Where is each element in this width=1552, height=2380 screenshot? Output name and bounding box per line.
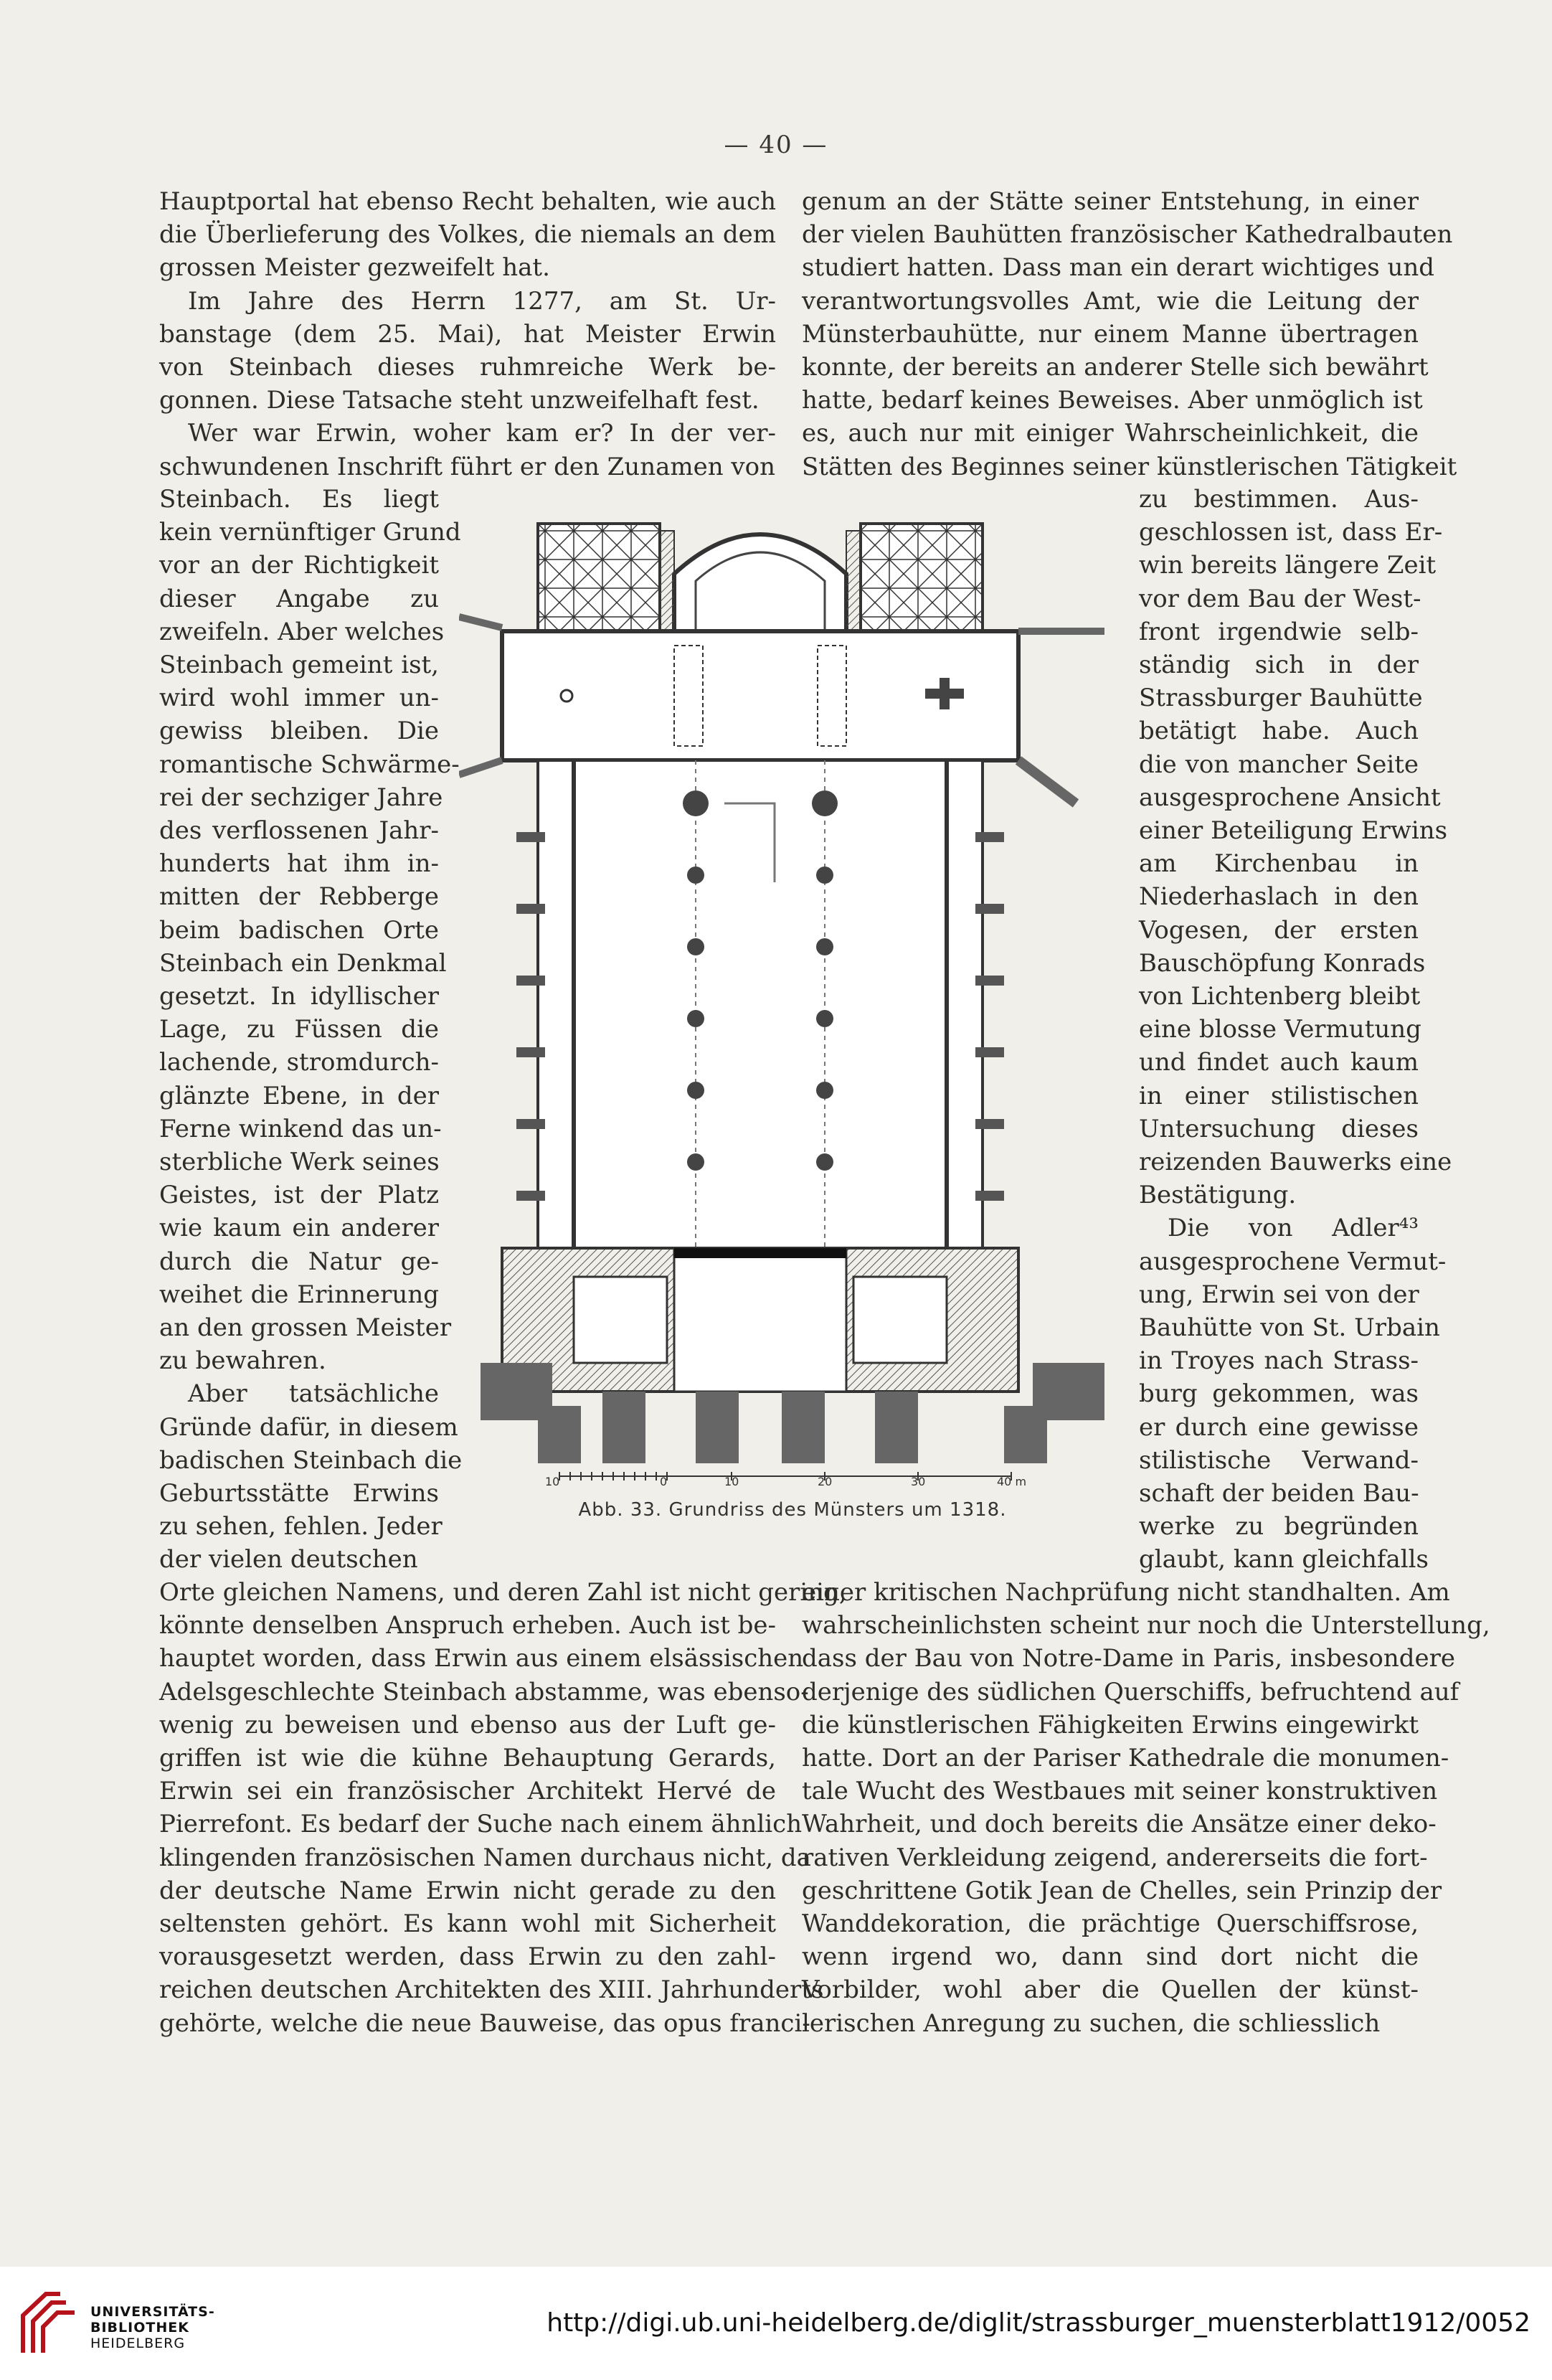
text-line: konnte, der bereits an anderer Stelle sich bewährt: [802, 353, 1429, 382]
text-line: win bereits längere Zeit: [1139, 551, 1437, 580]
text-line: Vogesen, der ersten: [1139, 915, 1419, 945]
text-line: der vielen deutschen: [159, 1545, 418, 1574]
text-line: ausgesprochene Vermut-: [1139, 1247, 1447, 1276]
scale-label: 10: [724, 1475, 739, 1488]
text-line: Geistes, ist der Platz: [159, 1181, 439, 1210]
text-line: einer Beteiligung Erwins: [1139, 816, 1448, 845]
text-line: schwundenen Inschrift führt er den Zunamen von: [159, 452, 775, 481]
text-line: gewiss bleiben. Die: [159, 717, 439, 746]
text-line: werke zu begründen: [1139, 1512, 1419, 1541]
text-line: rativen Verkleidung zeigend, andererseits die fort-: [802, 1843, 1428, 1872]
text-line: vor an der Richtigkeit: [159, 551, 439, 580]
text-line: glänzte Ebene, in der: [159, 1081, 439, 1110]
text-line: an den grossen Meister: [159, 1313, 452, 1342]
text-line: tale Wucht des Westbaues mit seiner konstruktiven: [802, 1777, 1438, 1806]
text-line: durch die Natur ge-: [159, 1247, 439, 1276]
text-line: front irgendwie selb-: [1139, 617, 1419, 646]
text-line: Bauschöpfung Konrads: [1139, 948, 1426, 978]
text-line: Steinbach. Es liegt: [159, 485, 439, 514]
text-line: zu bewahren.: [159, 1346, 326, 1376]
text-line: Bestätigung.: [1139, 1181, 1297, 1210]
library-name-line1: UNIVERSITÄTS-: [90, 2304, 215, 2320]
text-line: grossen Meister gezweifelt hat.: [159, 253, 550, 283]
page-number: — 40 —: [724, 131, 828, 159]
scale-label: 40 m: [997, 1475, 1027, 1488]
library-name: [90, 2304, 215, 2351]
text-line: glaubt, kann gleichfalls: [1139, 1545, 1429, 1574]
text-line: geschlossen ist, dass Er-: [1139, 518, 1443, 547]
text-line: es, auch nur mit einiger Wahrscheinlichkeit, die: [802, 419, 1419, 448]
text-line: dieser Angabe zu: [159, 584, 439, 613]
text-line: Gründe dafür, in diesem: [159, 1412, 458, 1442]
text-line: burg gekommen, was: [1139, 1379, 1419, 1409]
text-line: Vorbilder, wohl aber die Quellen der künst-: [802, 1975, 1419, 2005]
text-line: Aber tatsächliche: [188, 1379, 439, 1409]
text-line: der deutsche Name Erwin nicht gerade zu den: [159, 1876, 776, 1905]
text-line: Erwin sei ein französischer Architekt Hervé de: [159, 1777, 776, 1806]
text-line: griffen ist wie die kühne Behauptung Gerards,: [159, 1744, 776, 1772]
text-line: Adelsgeschlechte Steinbach abstamme, was ebenso-: [159, 1677, 809, 1706]
text-line: eine blosse Vermutung: [1139, 1015, 1421, 1044]
text-line: ausgesprochene Ansicht: [1139, 783, 1441, 812]
text-line: seltensten gehört. Es kann wohl mit Sicherheit: [159, 1909, 776, 1938]
text-line: studiert hatten. Dass man ein derart wichtiges und: [802, 253, 1435, 283]
text-line: reichen deutschen Architekten des XIII. Jahrhunderts: [159, 1975, 824, 2005]
text-line: Strassburger Bauhütte: [1139, 684, 1423, 713]
text-line: reizenden Bauwerks eine: [1139, 1148, 1452, 1176]
text-line: romantische Schwärme-: [159, 750, 460, 779]
text-line: dass der Bau von Notre-Dame in Paris, insbesondere: [802, 1644, 1456, 1673]
text-line: Im Jahre des Herrn 1277, am St. Ur-: [188, 286, 776, 316]
text-line: Steinbach gemeint ist,: [159, 651, 439, 679]
text-line: wenig zu beweisen und ebenso aus der Luft ge-: [159, 1710, 776, 1739]
text-line: des verflossenen Jahr-: [159, 816, 439, 845]
text-line: einer kritischen Nachprüfung nicht standhalten. Am: [802, 1578, 1450, 1607]
text-line: Orte gleichen Namens, und deren Zahl ist nicht gering,: [159, 1578, 847, 1607]
text-line: der vielen Bauhütten französischer Kathedralbauten: [802, 220, 1453, 250]
text-line: ständig sich in der: [1139, 651, 1419, 679]
text-line: Geburtsstätte Erwins: [159, 1479, 439, 1508]
text-line: badischen Steinbach die: [159, 1445, 463, 1475]
text-line: wird wohl immer un-: [159, 684, 439, 713]
text-line: mitten der Rebberge: [159, 882, 439, 912]
text-line: banstage (dem 25. Mai), hat Meister Erwin: [159, 319, 776, 349]
text-line: gonnen. Diese Tatsache steht unzweifelhaft fest.: [159, 386, 760, 415]
text-line: die von mancher Seite: [1139, 750, 1419, 779]
text-line: von Steinbach dieses ruhmreiche Werk be-: [159, 353, 776, 382]
text-line: kein vernünftiger Grund: [159, 518, 461, 547]
text-line: die künstlerischen Fähigkeiten Erwins eingewirkt: [802, 1710, 1419, 1739]
text-line: rei der sechziger Jahre: [159, 783, 443, 812]
text-line: Wahrheit, und doch bereits die Ansätze einer deko-: [802, 1810, 1437, 1839]
text-line: von Lichtenberg bleibt: [1139, 982, 1421, 1011]
text-line: Steinbach ein Denkmal: [159, 948, 447, 978]
text-line: zu sehen, fehlen. Jeder: [159, 1512, 443, 1541]
text-line: genum an der Stätte seiner Entstehung, in einer: [802, 187, 1419, 216]
scale-bar: [552, 1469, 1018, 1491]
text-line: geschrittene Gotik Jean de Chelles, sein Prinzip der: [802, 1876, 1442, 1905]
text-line: wenn irgend wo, dann sind dort nicht die: [802, 1942, 1419, 1972]
library-name-line3: HEIDELBERG: [90, 2336, 186, 2351]
text-line: beim badischen Orte: [159, 915, 439, 945]
text-line: in Troyes nach Strass-: [1139, 1346, 1419, 1376]
library-name-line2: BIBLIOTHEK: [90, 2320, 189, 2336]
text-line: lerischen Anregung zu suchen, die schliesslich: [802, 2008, 1381, 2038]
text-line: Untersuchung dieses: [1139, 1114, 1419, 1143]
text-line: in einer stilistischen: [1139, 1081, 1419, 1110]
text-line: hauptet worden, dass Erwin aus einem elsässischen: [159, 1644, 804, 1673]
text-line: Wanddekoration, die prächtige Querschiffsrose,: [802, 1909, 1419, 1938]
text-line: wie kaum ein anderer: [159, 1214, 439, 1243]
text-line: schaft der beiden Bau-: [1139, 1479, 1419, 1508]
text-line: lachende, stromdurch-: [159, 1048, 440, 1077]
text-line: ung, Erwin sei von der: [1139, 1280, 1419, 1309]
scale-label: 0: [660, 1475, 668, 1488]
text-line: zu bestimmen. Aus-: [1139, 485, 1419, 514]
footer-bar: [0, 2267, 1552, 2380]
text-line: klingenden französischen Namen durchaus nicht, da: [159, 1843, 811, 1872]
text-line: vorausgesetzt werden, dass Erwin zu den zahl-: [159, 1942, 776, 1972]
text-line: stilistische Verwand-: [1139, 1445, 1419, 1475]
text-line: zweifeln. Aber welches: [159, 617, 445, 646]
scale-label: 30: [911, 1475, 926, 1488]
text-line: er durch eine gewisse: [1139, 1412, 1419, 1442]
text-line: hatte, bedarf keines Beweises. Aber unmöglich ist: [802, 386, 1423, 415]
figure-caption: Abb. 33. Grundriss des Münsters um 1318.: [578, 1499, 1007, 1521]
text-line: hatte. Dort an der Pariser Kathedrale die monumen-: [802, 1744, 1449, 1772]
text-line: Wer war Erwin, woher kam er? In der ver-: [188, 419, 776, 448]
text-line: weihet die Erinnerung: [159, 1280, 439, 1309]
floor-plan-figure: [459, 502, 1126, 1492]
floor-plan-drawing: [459, 502, 1126, 1492]
text-line: wahrscheinlichsten scheint nur noch die Unterstellung,: [802, 1611, 1490, 1640]
text-line: gesetzt. In idyllischer: [159, 982, 439, 1011]
text-line: könnte denselben Anspruch erheben. Auch ist be-: [159, 1611, 776, 1640]
text-line: Ferne winkend das un-: [159, 1114, 442, 1143]
source-url[interactable]: http://digi.ub.uni-heidelberg.de/diglit/strassburger_muensterblatt1912/0052: [546, 2308, 1530, 2338]
text-line: Bauhütte von St. Urbain: [1139, 1313, 1440, 1342]
text-line: Die von Adler⁴³: [1168, 1214, 1419, 1243]
text-line: Hauptportal hat ebenso Recht behalten, wie auch: [159, 187, 776, 216]
text-line: Pierrefont. Es bedarf der Suche nach einem ähnlich: [159, 1810, 803, 1839]
text-line: und findet auch kaum: [1139, 1048, 1419, 1077]
library-logo-icon: [17, 2287, 82, 2358]
text-line: am Kirchenbau in: [1139, 849, 1419, 879]
scale-label: 20: [818, 1475, 833, 1488]
text-line: derjenige des südlichen Querschiffs, befruchtend auf: [802, 1677, 1459, 1706]
text-line: verantwortungsvolles Amt, wie die Leitung der: [802, 286, 1419, 316]
scale-label: 10: [545, 1475, 560, 1488]
text-line: betätigt habe. Auch: [1139, 717, 1419, 746]
text-line: Stätten des Beginnes seiner künstlerischen Tätigkeit: [802, 452, 1457, 481]
text-line: sterbliche Werk seines: [159, 1148, 440, 1176]
text-line: Niederhaslach in den: [1139, 882, 1419, 912]
text-line: vor dem Bau der West-: [1139, 584, 1421, 613]
text-line: die Überlieferung des Volkes, die niemals an dem: [159, 220, 776, 250]
text-line: hunderts hat ihm in-: [159, 849, 439, 879]
text-line: Lage, zu Füssen die: [159, 1015, 439, 1044]
text-line: Münsterbauhütte, nur einem Manne übertragen: [802, 319, 1419, 349]
text-line: gehörte, welche die neue Bauweise, das opus franci-: [159, 2008, 810, 2038]
